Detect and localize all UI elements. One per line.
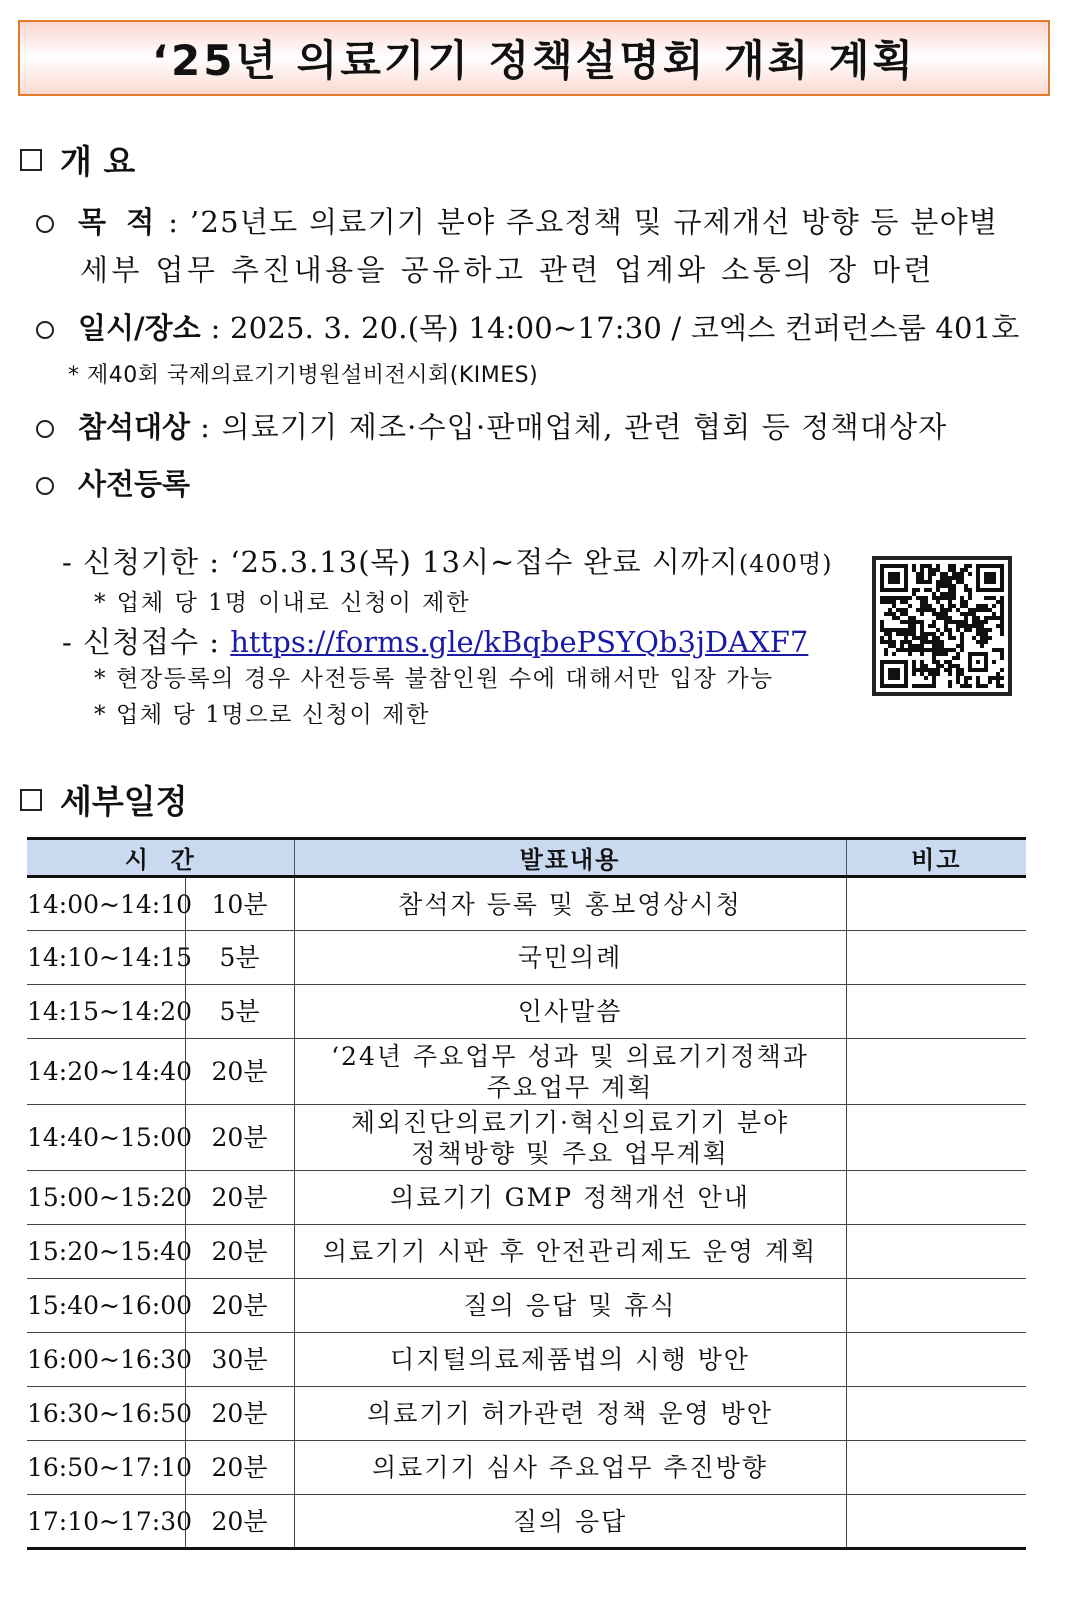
circle-bullet-icon xyxy=(36,321,54,339)
note-cell xyxy=(846,985,1026,1039)
duration-cell: 5분 xyxy=(185,931,294,985)
note-cell xyxy=(846,1387,1026,1441)
duration-cell: 10분 xyxy=(185,877,294,931)
table-row xyxy=(27,1441,1026,1495)
document-title: ‘25년 의료기기 정책설명회 개최 계획 xyxy=(152,36,916,85)
purpose-label: 목 적 xyxy=(78,205,155,239)
content-cell: 국민의례 xyxy=(294,931,846,985)
document-title-box xyxy=(18,20,1050,96)
time-cell: 15:40~16:00 xyxy=(27,1279,185,1333)
note-cell xyxy=(846,1039,1026,1105)
table-row xyxy=(27,1333,1026,1387)
duration-cell: 20분 xyxy=(185,1105,294,1171)
registration-label: 사전등록 xyxy=(78,467,191,501)
time-cell: 15:00~15:20 xyxy=(27,1171,185,1225)
note-cell xyxy=(846,1225,1026,1279)
content-cell: 질의 응답 xyxy=(294,1495,846,1549)
note-cell xyxy=(846,1105,1026,1171)
deadline-text: - 신청기한 : ‘25.3.13(목) 13시~접수 완료 시까지 xyxy=(62,545,739,579)
content-cell: 의료기기 허가관련 정책 운영 방안 xyxy=(294,1387,846,1441)
time-cell: 16:50~17:10 xyxy=(27,1441,185,1495)
content-cell: ‘24년 주요업무 성과 및 의료기기정책과 주요업무 계획 xyxy=(294,1039,846,1105)
note-cell xyxy=(846,1333,1026,1387)
time-cell: 16:30~16:50 xyxy=(27,1387,185,1441)
content-cell: 의료기기 심사 주요업무 추진방향 xyxy=(294,1441,846,1495)
datetime-value: : 2025. 3. 20.(목) 14:00~17:30 / 코엑스 컨퍼런스룸 401호 xyxy=(210,311,1020,345)
content-cell: 참석자 등록 및 홍보영상시청 xyxy=(294,877,846,931)
duration-cell: 20분 xyxy=(185,1279,294,1333)
time-cell: 14:15~14:20 xyxy=(27,985,185,1039)
duration-cell: 30분 xyxy=(185,1333,294,1387)
deadline-capacity: (400명) xyxy=(738,550,833,578)
section-schedule-heading: 세부일정 xyxy=(20,776,188,823)
schedule-table xyxy=(27,837,1026,1550)
square-bullet-icon xyxy=(20,789,42,811)
duration-cell: 5분 xyxy=(185,985,294,1039)
square-bullet-icon xyxy=(20,149,42,171)
circle-bullet-icon xyxy=(36,420,54,438)
header-content: 발표내용 xyxy=(294,839,846,877)
content-cell: 의료기기 GMP 정책개선 안내 xyxy=(294,1171,846,1225)
apply-prefix: - 신청접수 : xyxy=(62,625,231,659)
qr-code-icon[interactable] xyxy=(872,556,1012,696)
duration-cell: 20분 xyxy=(185,1171,294,1225)
deadline-note: * 업체 당 1명 이내로 신청이 제한 xyxy=(94,590,471,616)
note-cell xyxy=(846,877,1026,931)
table-row xyxy=(27,931,1026,985)
note-cell xyxy=(846,1171,1026,1225)
header-time: 시 간 xyxy=(27,839,294,877)
datetime-label: 일시/장소 xyxy=(78,311,201,345)
purpose-text-1: : ’25년도 의료기기 분야 주요정책 및 규제개선 방향 등 분야별 xyxy=(168,205,999,239)
purpose-line-2 xyxy=(80,248,935,289)
duration-cell: 20분 xyxy=(185,1225,294,1279)
attendees-line xyxy=(36,405,948,446)
apply-line xyxy=(62,620,808,661)
note-cell xyxy=(846,931,1026,985)
time-cell: 15:20~15:40 xyxy=(27,1225,185,1279)
schedule-header-row xyxy=(27,839,1026,877)
table-row xyxy=(27,985,1026,1039)
duration-cell: 20분 xyxy=(185,1039,294,1105)
note-cell xyxy=(846,1441,1026,1495)
apply-url-link[interactable]: https://forms.gle/kBqbePSYQb3jDAXF7 xyxy=(230,625,809,659)
registration-line xyxy=(36,462,190,503)
time-cell: 16:00~16:30 xyxy=(27,1333,185,1387)
header-note: 비고 xyxy=(846,839,1026,877)
note-cell xyxy=(846,1279,1026,1333)
datetime-note: * 제40회 국제의료기기병원설비전시회(KIMES) xyxy=(68,363,539,388)
time-cell: 14:40~15:00 xyxy=(27,1105,185,1171)
circle-bullet-icon xyxy=(36,477,54,495)
content-cell: 질의 응답 및 휴식 xyxy=(294,1279,846,1333)
note-cell xyxy=(846,1495,1026,1549)
section-overview-heading: 개 요 xyxy=(20,136,135,183)
time-cell: 14:00~14:10 xyxy=(27,877,185,931)
time-cell: 17:10~17:30 xyxy=(27,1495,185,1549)
content-cell: 인사말씀 xyxy=(294,985,846,1039)
table-row xyxy=(27,1225,1026,1279)
apply-note-1: * 현장등록의 경우 사전등록 불참인원 수에 대해서만 입장 가능 xyxy=(94,666,774,692)
duration-cell: 20분 xyxy=(185,1495,294,1549)
attendees-value: : 의료기기 제조·수입·판매업체, 관련 협회 등 정책대상자 xyxy=(200,410,948,444)
content-cell: 체외진단의료기기·혁신의료기기 분야 정책방향 및 주요 업무계획 xyxy=(294,1105,846,1171)
apply-note-2: * 업체 당 1명으로 신청이 제한 xyxy=(94,702,430,728)
table-row xyxy=(27,877,1026,931)
time-cell: 14:10~14:15 xyxy=(27,931,185,985)
attendees-label: 참석대상 xyxy=(78,410,191,444)
purpose-line xyxy=(36,200,998,241)
table-row xyxy=(27,1039,1026,1105)
circle-bullet-icon xyxy=(36,215,54,233)
duration-cell: 20분 xyxy=(185,1387,294,1441)
table-row xyxy=(27,1171,1026,1225)
duration-cell: 20분 xyxy=(185,1441,294,1495)
table-row xyxy=(27,1105,1026,1171)
table-row xyxy=(27,1279,1026,1333)
table-row xyxy=(27,1387,1026,1441)
purpose-text-2: 세부 업무 추진내용을 공유하고 관련 업계와 소통의 장 마련 xyxy=(80,253,935,287)
datetime-line xyxy=(36,306,1020,347)
time-cell: 14:20~14:40 xyxy=(27,1039,185,1105)
content-cell: 의료기기 시판 후 안전관리제도 운영 계획 xyxy=(294,1225,846,1279)
deadline-line xyxy=(62,540,833,581)
table-row xyxy=(27,1495,1026,1549)
content-cell: 디지털의료제품법의 시행 방안 xyxy=(294,1333,846,1387)
